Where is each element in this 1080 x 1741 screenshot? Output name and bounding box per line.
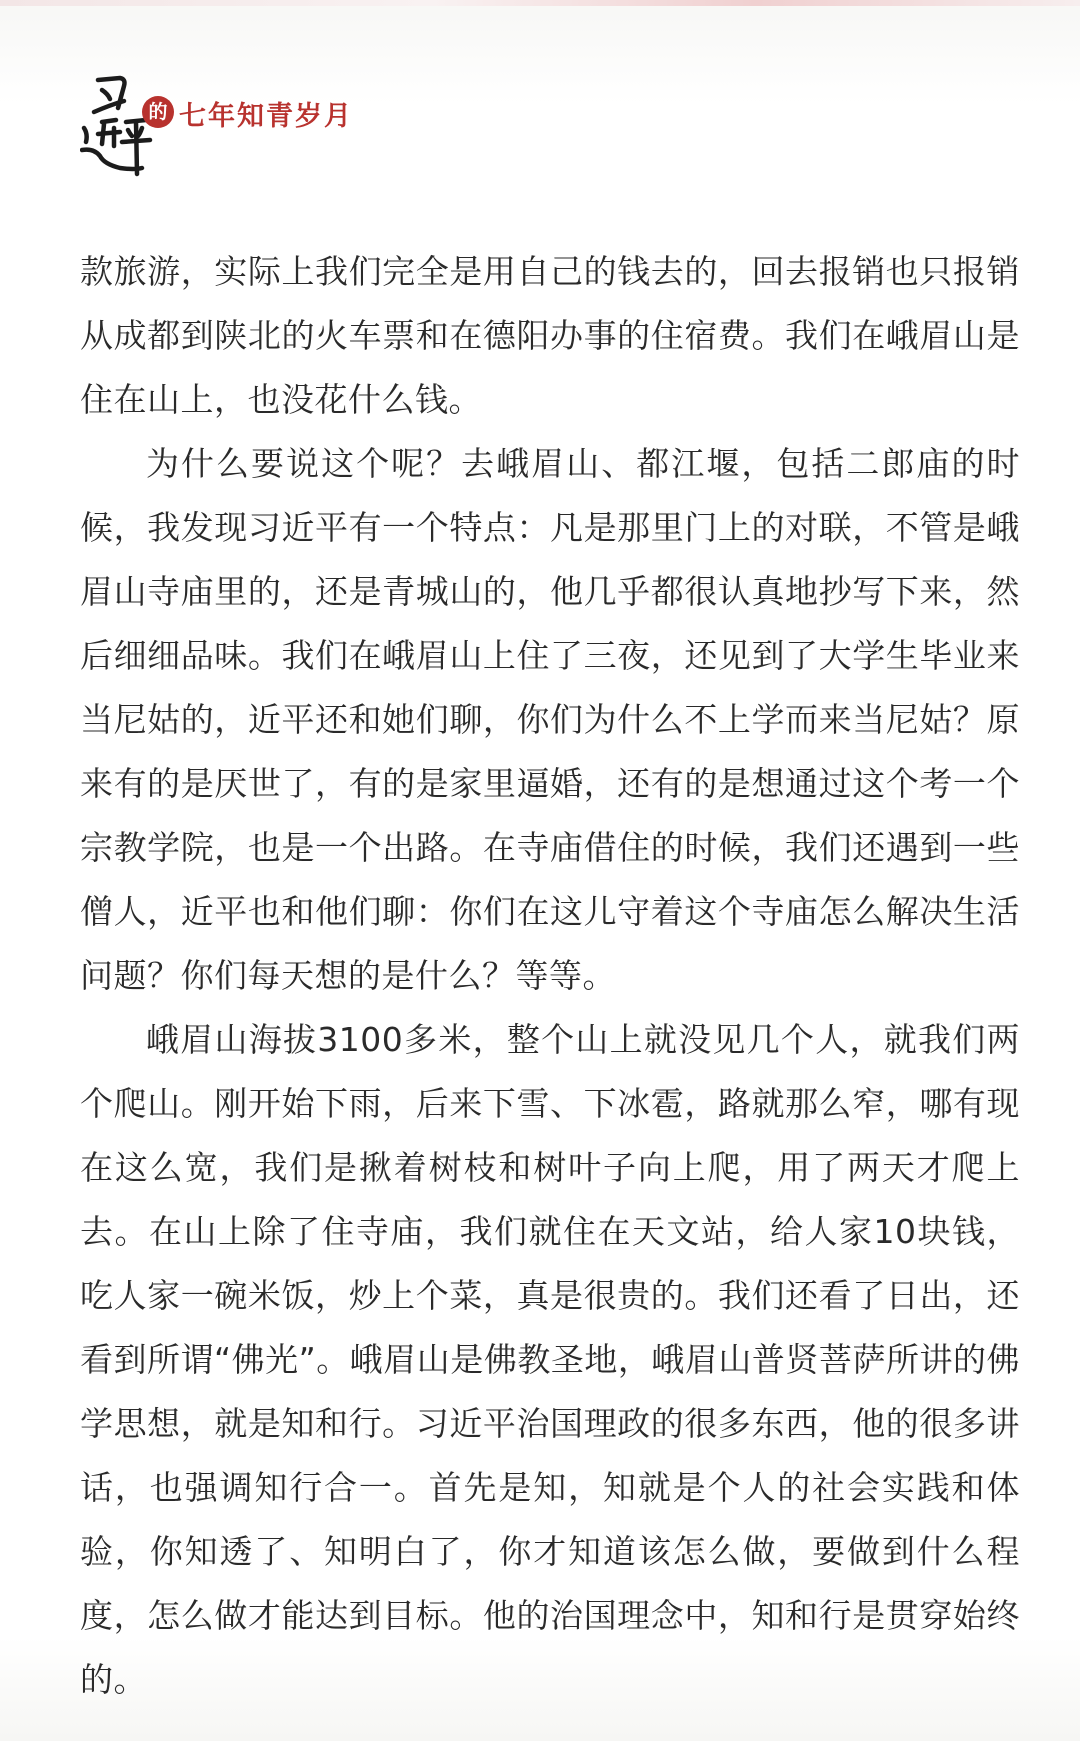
running-header bbox=[80, 72, 480, 182]
top-edge-strip bbox=[0, 0, 1080, 6]
paragraph: 峨眉山海拔3100多米，整个山上就没见几个人，就我们两个爬山。刚开始下雨，后来下雪、下冰雹，路就那么窄，哪有现在这么宽，我们是揪着树枝和树叶子向上爬，用了两天才爬上去。在山上除了住寺庙，我们就住在天文站，给人家10块钱，吃人家一碗米饭，炒上个菜，真是很贵的。我们还看了日出，还看到所谓“佛光”。峨眉山是佛教圣地，峨眉山普贤菩萨所讲的佛学思想，就是知和行。习近平治国理政的很多东西，他的很多讲话，也强调知行合一。首先是知，知就是个人的社会实践和体验，你知透了、知明白了，你才知道该怎么做，要做到什么程度，怎么做才能达到目标。他的治国理念中，知和行是贯穿始终的。 bbox=[80, 1020, 1020, 1699]
de-badge: 的 bbox=[142, 96, 174, 128]
paragraph: 为什么要说这个呢？去峨眉山、都江堰，包括二郎庙的时候，我发现习近平有一个特点：凡是那里门上的对联，不管是峨眉山寺庙里的，还是青城山的，他几乎都很认真地抄写下来，然后细细品味。我们在峨眉山上住了三夜，还见到了大学生毕业来当尼姑的，近平还和她们聊，你们为什么不上学而来当尼姑？原来有的是厌世了，有的是家里逼婚，还有的是想通过这个考一个宗教学院，也是一个出路。在寺庙借住的时候，我们还遇到一些僧人，近平也和他们聊：你们在这儿守着这个寺庙怎么解决生活问题？你们每天想的是什么？等等。 bbox=[80, 444, 1020, 995]
paragraph-continuation: 款旅游，实际上我们完全是用自己的钱去的，回去报销也只报销从成都到陕北的火车票和在德阳办事的住宿费。我们在峨眉山是住在山上，也没花什么钱。 bbox=[80, 252, 1020, 419]
calligraphy-signature-icon bbox=[80, 72, 160, 182]
body-text bbox=[80, 240, 1020, 1712]
series-title: 七年知青岁月 bbox=[179, 101, 353, 132]
